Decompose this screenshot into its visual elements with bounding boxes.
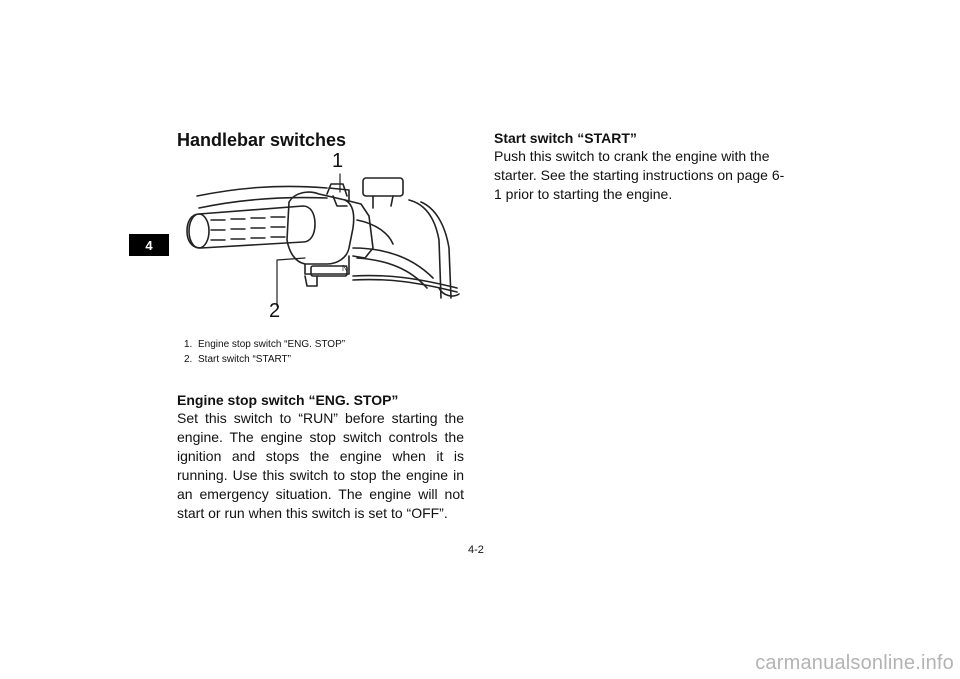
section-heading: Engine stop switch “ENG. STOP” (177, 392, 399, 408)
caption-text: Start switch “START” (198, 354, 291, 365)
chapter-tab: 4 (129, 234, 169, 256)
switch-mark: N (342, 264, 348, 273)
caption-item: 2. Start switch “START” (184, 354, 291, 365)
handlebar-drawing (177, 148, 464, 328)
handlebar-switch-illustration (177, 148, 464, 328)
section-body: Push this switch to crank the engine with the starter. See the starting instructions on page 6-1 prior to starting the engine. (494, 148, 785, 202)
figure-captions (184, 337, 345, 367)
callout-2: 2 (269, 300, 281, 322)
section-heading: Start switch “START” (494, 130, 637, 146)
page-number: 4-2 (468, 544, 484, 556)
callout-1: 1 (332, 150, 344, 172)
caption-text: Engine stop switch “ENG. STOP” (198, 339, 346, 350)
page-title: Handlebar switches (177, 130, 347, 150)
start-switch-section (494, 129, 786, 204)
watermark-link[interactable]: carmanualsonline.info (755, 652, 954, 674)
caption-item: 1. Engine stop switch “ENG. STOP” (184, 339, 346, 350)
engine-stop-section (177, 391, 464, 523)
section-body: Set this switch to “RUN” before starting the engine. The engine stop switch controls the ignition and stops the engine when it is running. Use this switch to stop the engine in an emergency situation. The engine will not start or run when this switch is set to “OFF”. (177, 410, 464, 521)
